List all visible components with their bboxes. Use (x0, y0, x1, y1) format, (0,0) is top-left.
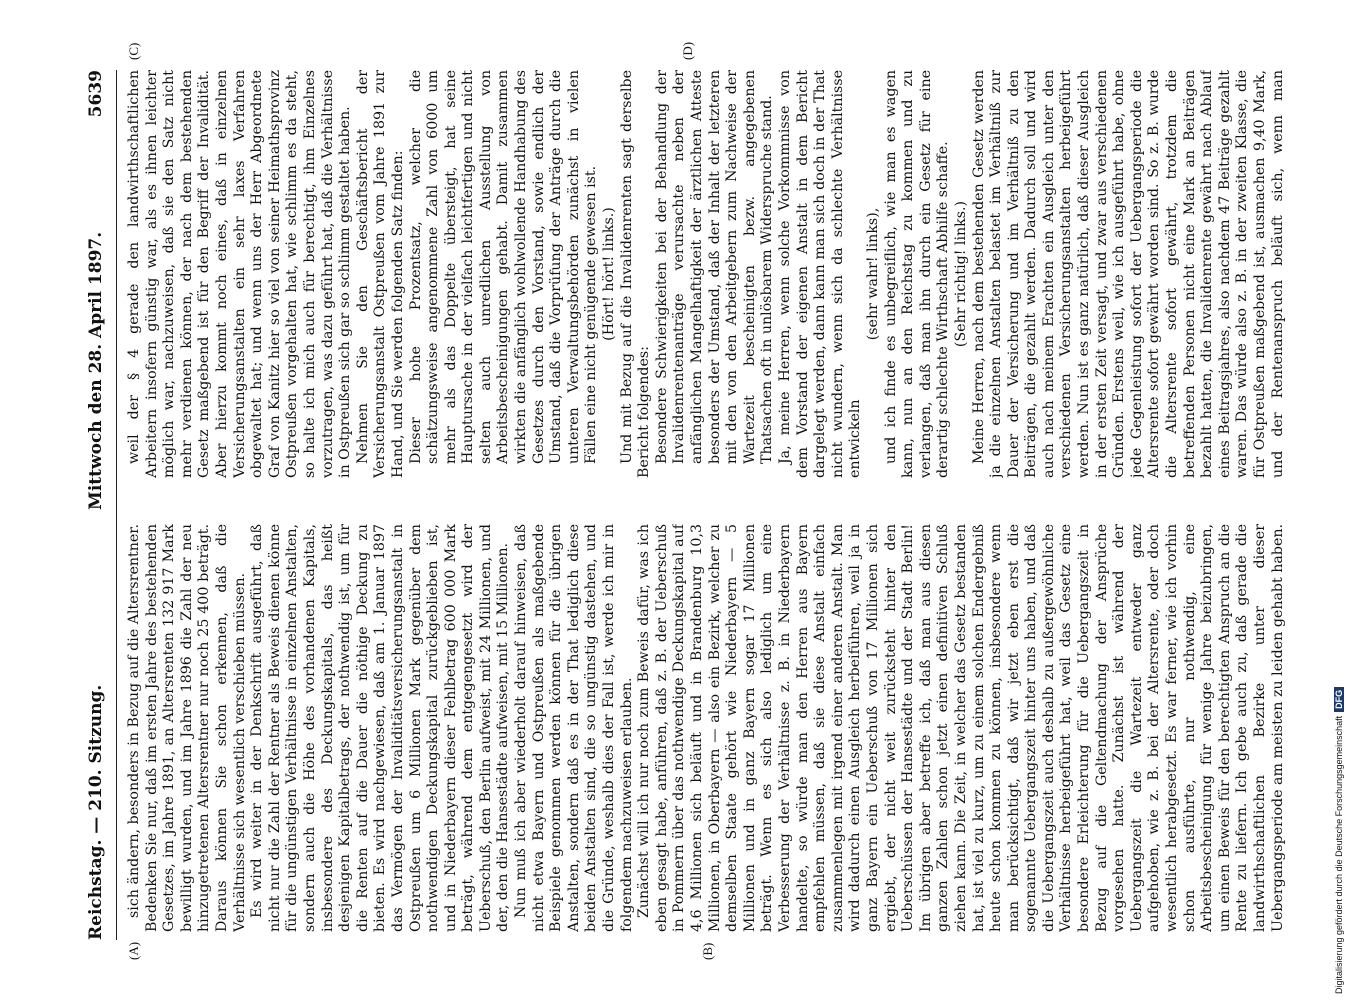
interjection: (sehr wahr! links), (864, 207, 881, 341)
page-header (86, 70, 112, 940)
quoted-report: Besondere Schwierigkeiten bei der Behandlung der Invalidenrentenanträge verursachte neben der anfänglichen Mangelhaftigkeit der ärztlichen Atteste besonders der Umstand, daß der Inhalt der letzteren mit den von den Arbeitgebern zum Nachweise der Wartezeit bescheinigten bezw. angegebenen Thatsachen oft in unlösbarem Widerspruche stand. (653, 70, 776, 464)
paragraph: Es wird weiter in der Denkschrift ausgeführt, daß nicht nur die Zahl der Rentner als Beweis dienen könne für die ungünstigen Verhältnisse in einzelnen Anstalten, sondern auch die Höhe des vorhandenen Kapitals, insbesondere des Deckungskapitals, das heißt desjenigen Kapitalbetrags, der nothwendig ist, um für die Renten auf die Dauer die nöthige Deckung zu bieten. Es wird nachgewiesen, daß am 1. Januar 1897 das Vermögen der Invaliditätsversicherungsanstalt in Ostpreußen um 6 Millionen Mark gegenüber dem nothwendigen Deckungskapital zurückgeblieben ist, und in Niederbayern dieser Fehlbetrag 600 000 Mark beträgt, während dem entgegengesetzt wird der Ueberschuß, den Berlin aufweist, mit 24 Millionen, und der, den die Hansestädte aufweisen, mit 15 Millionen. (249, 524, 512, 932)
paragraph: Nun muß ich aber wiederholt darauf hinweisen, daß nicht etwa Bayern und Ostpreußen als maßgebende Beispiele genommen werden können für die übrigen Anstalten, sondern daß es in der That lediglich diese beiden Anstalten sind, die so ungünstig dastehen, und die Gründe, weshalb dies der Fall ist, werde ich mir in folgendem nachzuweisen erlauben. (513, 524, 635, 932)
quoted-report: Dieser hohe Prozentsatz, welcher die schätzungsweise angenommene Zahl von 6000 um mehr als das Doppelte übersteigt, hat seine Hauptursache in der vielfach leichtfertigen und nicht selten auch unredlichen Ausstellung von Arbeitsbescheinigungen gehabt. Damit zusammen wirkten die anfänglich wohlwollende Handhabung des Gesetzes durch den Vorstand, sowie endlich der Umstand, daß die Vorprüfung der Anträge durch die unteren Verwaltungsbehörden zunächst in vielen Fällen eine nicht genügende gewesen ist. (407, 70, 600, 464)
paragraph: Und mit Bezug auf die Invalidenrenten sagt derselbe Bericht folgendes: (618, 70, 653, 478)
paragraph: und ich finde es unbegreiflich, wie man es wagen kann, nun an den Reichstag zu kommen und zu verlangen, daß man ihn durch ein Gesetz für eine derartig schlechte Wirthschaft Abhilfe schaffe. (882, 70, 952, 478)
dfg-logo: DFG (1334, 687, 1344, 712)
margin-letter-c: (C) (126, 42, 141, 60)
left-text-column (126, 524, 1286, 932)
credit-text: Digitalisierung gefördert durch die Deutsche Forschungsgemeinschaft (1334, 715, 1344, 994)
digitization-credit (1334, 687, 1344, 994)
header-rule (116, 70, 117, 940)
paragraph: Meine Herren, nach dem bestehenden Gesetz werden ja die einzelnen Anstalten belastet im Verhältniß zur Dauer der Versicherung und im Verhältniß zu den Beiträgen, die gezahlt werden. Dadurch soll und wird auch nach meinem Erachten ein Ausgleich unter den verschiedenen Versicherungsanstalten herbeigeführt werden. Nun ist es ganz natürlich, daß dieser Ausgleich in der ersten Zeit versagt, und zwar aus verschiedenen Gründen. Erstens weil, wie ich ausgeführt habe, ohne jede Gegenleistung sofort der Uebergangsperiode die Altersrente sofort gewährt worden sind. So z. B. wurde die Altersrente sofort gewährt, trotzdem die betreffenden Personen nicht eine Mark an Beiträgen bezahlt hatten, die Invalidenrente gewährt nach Ablauf eines Beitragsjahres, also nachdem 47 Beiträge gezahlt waren. Das würde also z. B. in der zweiten Klasse, die für Ostpreußen maßgebend ist, ausmachen 9,40 Mark, und der Rentenanspruch beläuft sich, wenn man (970, 70, 1286, 478)
page-number: 5639 (86, 70, 106, 118)
header-date: Mittwoch den 28. April 1897. (86, 231, 106, 510)
margin-letter-a: (A) (126, 941, 141, 960)
right-text-column (126, 70, 1286, 478)
margin-letter-d: (D) (680, 41, 695, 60)
paragraph: weil der § 4 gerade den landwirthschaftlichen Arbeitern insofern günstig war, als es ihnen leichter möglich war, nachzuweisen, daß sie den Satz nicht mehr verdienen können, der nach dem bestehenden Gesetz maßgebend ist für den Begriff der Invalidität. Aber hierzu kommt noch eines, daß in einzelnen Versicherungsanstalten ein sehr laxes Verfahren obgewaltet hat; und wenn uns der Herr Abgeordnete Graf von Kanitz hier so viel von seiner Heimathsprovinz Ostpreußen vorgehalten hat, wie schlimm es da steht, so halte ich mich auch für berechtigt, ihm Einzelnes vorzutragen, was dazu geführt hat, daß die Verhältnisse in Ostpreußen sich gar so schlimm gestaltet haben. (126, 70, 354, 478)
paragraph: Nehmen Sie den Geschäftsbericht der Versicherungsanstalt Ostpreußen vom Jahre 1891 zur Hand, und Sie werden folgenden Satz finden: (354, 70, 406, 478)
paragraph: sich ändern, besonders in Bezug auf die Altersrentner. Bedenken Sie nur, daß im ersten Jahre des bestehenden Gesetzes, im Jahre 1891, an Altersrenten 132 917 Mark bewilligt wurden, und im Jahre 1896 die Zahl der neu hinzugetretenen Altersrentner nur noch 25 400 beträgt. Daraus können Sie schon erkennen, daß die Verhältnisse sich wesentlich verschieben müssen. (126, 524, 248, 932)
paragraph: Zunächst will ich nur noch zum Beweis dafür, was ich eben gesagt habe, anführen, daß z. B. der Ueberschuß in Pommern über das nothwendige Deckungskapital auf 4,6 Millionen sich beläuft und in Brandenburg 10,3 Millionen, in Oberbayern — also ein Bezirk, welcher zu demselben Staate gehört wie Niederbayern — 5 Millionen und in ganz Bayern sogar 17 Millionen beträgt. Wenn es sich also lediglich um eine Verbesserung der Verhältnisse z. B. in Niederbayern handelte, so würde man den Herren aus Bayern empfehlen müssen, daß sie diese Anstalt einfach zusammenlegen mit irgend einer anderen Anstalt. Man wird dadurch einen Ausgleich herbeiführen, weil ja in ganz Bayern ein Ueberschuß von 17 Millionen sich ergiebt, der nicht weit zurücksteht hinter den Ueberschüssen der Hansestädte und der Stadt Berlin! Im übrigen aber betreffe ich, daß man aus diesen ganzen Zahlen schon jetzt einen definitiven Schluß ziehen kann. Die Zeit, in welcher das Gesetz bestanden hat, ist viel zu kurz, um zu einem solchen Endergebniß heute schon kommen zu können, insbesondere wenn man berücksichtigt, daß wir jetzt eben erst die sogenannte Uebergangszeit hinter uns haben, und daß die Uebergangszeit auch deshalb zu außergewöhnliche Verhältnisse herbeigeführt hat, weil das Gesetz eine besondere Erleichterung für die Uebergangszeit in Bezug auf die Geltendmachung der Ansprüche vorgesehen hatte. Zunächst ist während der Uebergangszeit die Wartezeit entweder ganz aufgehoben, wie z. B. bei der Altersrente, oder doch wesentlich herabgesetzt. Es war ferner, wie ich vorhin schon ausführte, nur nothwendig, eine Arbeitsbescheinigung für wenige Jahre beizubringen, um einen Beweis für den berechtigten Anspruch an die Rente zu liefern. Ich gebe auch zu, daß gerade die landwirthschaftlichen Bezirke unter dieser Uebergangsperiode am meisten zu leiden gehabt haben. (636, 524, 1286, 932)
header-session: Reichstag. — 210. Sitzung. (86, 684, 106, 940)
interjection: (Hört! hört! links.) (601, 207, 618, 341)
paragraph: Ja, meine Herren, wenn solche Vorkommnisse von dem Vorstand der eigenen Anstalt in dem Bericht dargelegt werden, dann kann man sich doch in der That nicht wundern, wenn sich da schlechte Verhältnisse entwickeln (776, 70, 864, 478)
interjection: (Sehr richtig! links.) (952, 200, 969, 348)
margin-letter-b: (B) (700, 942, 715, 960)
